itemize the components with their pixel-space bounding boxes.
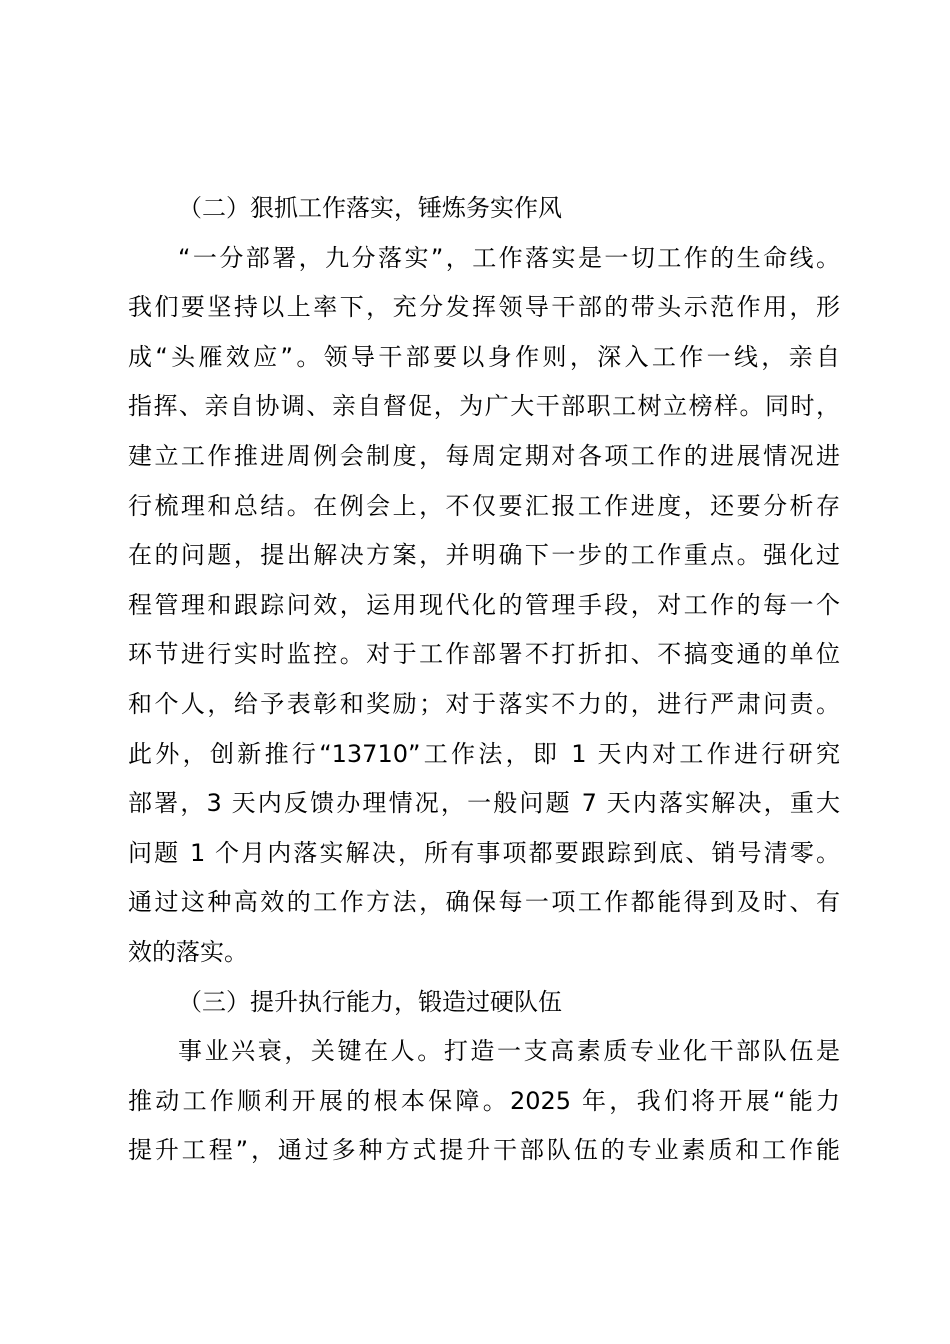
paragraph-line: 通过这种高效的工作方法，确保每一项工作都能得到及时、有 (128, 888, 840, 917)
paragraph-line: 问题 1 个月内落实解决，所有事项都要跟踪到底、销号清零。 (128, 838, 840, 867)
document-body (128, 184, 840, 1176)
paragraph-line: 部署，3 天内反馈办理情况，一般问题 7 天内落实解决，重大 (128, 789, 840, 818)
paragraph-line: 此外，创新推行“13710”工作法，即 1 天内对工作进行研究 (128, 739, 840, 768)
paragraph-line: 程管理和跟踪问效，运用现代化的管理手段，对工作的每一个 (128, 590, 840, 619)
paragraph-line: “一分部署，九分落实”，工作落实是一切工作的生命线。 (178, 243, 840, 272)
paragraph-line: 推动工作顺利开展的根本保障。2025 年，我们将开展“能力 (128, 1086, 840, 1115)
paragraph-line: 事业兴衰，关键在人。打造一支高素质专业化干部队伍是 (178, 1037, 840, 1066)
paragraph-line: 我们要坚持以上率下，充分发挥领导干部的带头示范作用，形 (128, 293, 840, 322)
paragraph-line: 提升工程”，通过多种方式提升干部队伍的专业素质和工作能 (128, 1136, 840, 1165)
paragraph-line: 环节进行实时监控。对于工作部署不打折扣、不搞变通的单位 (128, 640, 840, 669)
paragraph-line: 和个人，给予表彰和奖励；对于落实不力的，进行严肃问责。 (128, 689, 840, 718)
paragraph-line: 建立工作推进周例会制度，每周定期对各项工作的进展情况进 (128, 441, 840, 470)
paragraph-line: 指挥、亲自协调、亲自督促，为广大干部职工树立榜样。同时， (128, 392, 840, 421)
section-heading-three: （三）提升执行能力，锻造过硬队伍 (178, 987, 562, 1016)
section-heading-two: （二）狠抓工作落实，锤炼务实作风 (178, 194, 562, 222)
paragraph-line: 行梳理和总结。在例会上，不仅要汇报工作进度，还要分析存 (128, 491, 840, 520)
paragraph-line: 成“头雁效应”。领导干部要以身作则，深入工作一线，亲自 (128, 342, 840, 371)
paragraph-line: 在的问题，提出解决方案，并明确下一步的工作重点。强化过 (128, 541, 840, 570)
paragraph-line: 效的落实。 (128, 937, 248, 966)
